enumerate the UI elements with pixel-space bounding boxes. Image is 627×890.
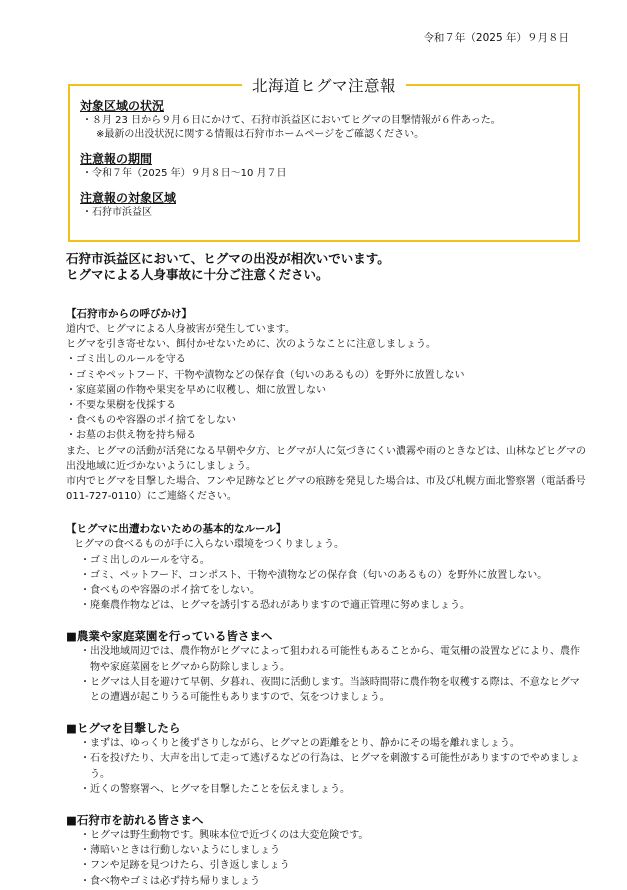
- list-item: ・ゴミ、ペットフード、コンポスト、干物や漬物などの保存食（匂いのあるもの）を野外に放置しない。: [80, 569, 548, 581]
- period-line: ・令和７年（2025 年）９月８日～10 月７日: [82, 168, 287, 179]
- visitors-heading: ■石狩市を訪れる皆さまへ: [66, 813, 204, 828]
- list-item: ・食べものや容器のポイ捨てをしない。: [80, 585, 260, 597]
- main-content: [66, 251, 586, 889]
- list-item: ・食べものや容器のポイ捨てをしない: [66, 415, 236, 427]
- call-intro-1: 道内で、ヒグマによる人身被害が発生しています。: [66, 324, 295, 335]
- issue-date: 令和７年（2025 年）９月８日: [423, 32, 569, 44]
- call-paragraph-2: 市内でヒグマを目撃した場合、フンや足跡などヒグマの痕跡を発見した場合は、市及び札幌方面北警察署（電話番号 011-727-0110）にご連絡ください。: [66, 476, 586, 503]
- list-item: ・ゴミやペットフード、干物や漬物などの保存食（匂いのあるもの）を野外に放置しない: [66, 369, 465, 381]
- list-item: ・石を投げたり、大声を出して走って逃げるなどの行為は、ヒグマを刺激する可能性がありますのでやめましょう。: [80, 753, 580, 780]
- list-item: ・フンや足跡を見つけたら、引き返しましょう: [80, 860, 290, 872]
- period-heading: 注意報の期間: [80, 152, 153, 166]
- list-item: ・まずは、ゆっくりと後ずさりしながら、ヒグマとの距離をとり、静かにその場を離れましょう。: [80, 738, 520, 750]
- area-status-line: ・８月 23 日から９月６日にかけて、石狩市浜益区においてヒグマの目撃情報が６件あった。: [82, 115, 501, 126]
- list-item: ・薄暗いときは行動しないようにしましょう: [80, 845, 280, 857]
- area-status-heading: 対象区域の状況: [80, 99, 165, 113]
- target-area-line: ・石狩市浜益区: [82, 207, 152, 218]
- list-item: ・出没地域周辺では、農作物がヒグマによって狙われる可能性もあることから、電気柵の設置などにより、農作物や家庭菜園をヒグマから防除しましょう。: [80, 646, 580, 673]
- list-item: ・食べ物やゴミは必ず持ち帰りましょう: [80, 875, 260, 887]
- lead-line-2: ヒグマによる人身事故に十分ご注意ください。: [66, 267, 329, 282]
- lead-line-1: 石狩市浜益区において、ヒグマの出没が相次いでいます。: [66, 251, 390, 266]
- rules-section: [66, 522, 586, 613]
- list-item: ・廃棄農作物などは、ヒグマを誘引する恐れがありますので適正管理に努めましょう。: [80, 600, 470, 612]
- list-item: ・家庭菜園の作物や果実を早めに収穫し、畑に放置しない: [66, 384, 326, 396]
- rules-heading: 【ヒグマに出遭わないための基本的なルール】: [66, 523, 287, 536]
- call-section: [66, 307, 586, 504]
- notice-body: [80, 99, 570, 220]
- notice-box: [68, 77, 580, 242]
- rules-intro: ヒグマの食べるものが手に入らない環境をつくりましょう。: [74, 539, 344, 551]
- farmers-section: [66, 628, 586, 705]
- list-item: ・ヒグマは人目を避けて早朝、夕暮れ、夜間に活動します。当該時間帯に農作物を収穫する際は、不意なヒグマとの遭遇が起こりうる可能性もありますので、気をつけましょう。: [80, 676, 580, 704]
- call-paragraph-1: また、ヒグマの活動が活発になる早朝や夕方、ヒグマが人に気づきにくい濃霧や雨のときなどは、山林などヒグマの出没地域に近づかないようにしましょう。: [66, 445, 586, 472]
- list-item: ・ゴミ出しのルールを守る。: [80, 554, 210, 566]
- list-item: ・ヒグマは野生動物です。興味本位で近づくのは大変危険です。: [80, 830, 369, 842]
- sighting-section: [66, 720, 586, 797]
- list-item: ・お墓のお供え物を持ち帰る: [66, 430, 196, 442]
- area-status-note: ※最新の出没状況に関する情報は石狩市ホームページをご確認ください。: [96, 129, 425, 140]
- list-item: ・ゴミ出しのルールを守る: [66, 354, 186, 366]
- call-heading: 【石狩市からの呼びかけ】: [66, 308, 192, 320]
- list-item: ・近くの警察署へ、ヒグマを目撃したことを伝えましょう。: [80, 783, 350, 795]
- target-area-heading: 注意報の対象区域: [80, 191, 177, 205]
- visitors-section: [66, 812, 586, 889]
- farmers-heading: ■農業や家庭菜園を行っている皆さまへ: [66, 629, 273, 644]
- call-intro-2: ヒグマを引き寄せない、餌付かせないために、次のようなことに注意しましょう。: [66, 339, 436, 351]
- notice-title: 北海道ヒグマ注意報: [242, 77, 406, 95]
- notice-title-wrap: [70, 74, 578, 96]
- sighting-heading: ■ヒグマを目撃したら: [66, 721, 181, 736]
- list-item: ・不要な果樹を伐採する: [66, 400, 176, 412]
